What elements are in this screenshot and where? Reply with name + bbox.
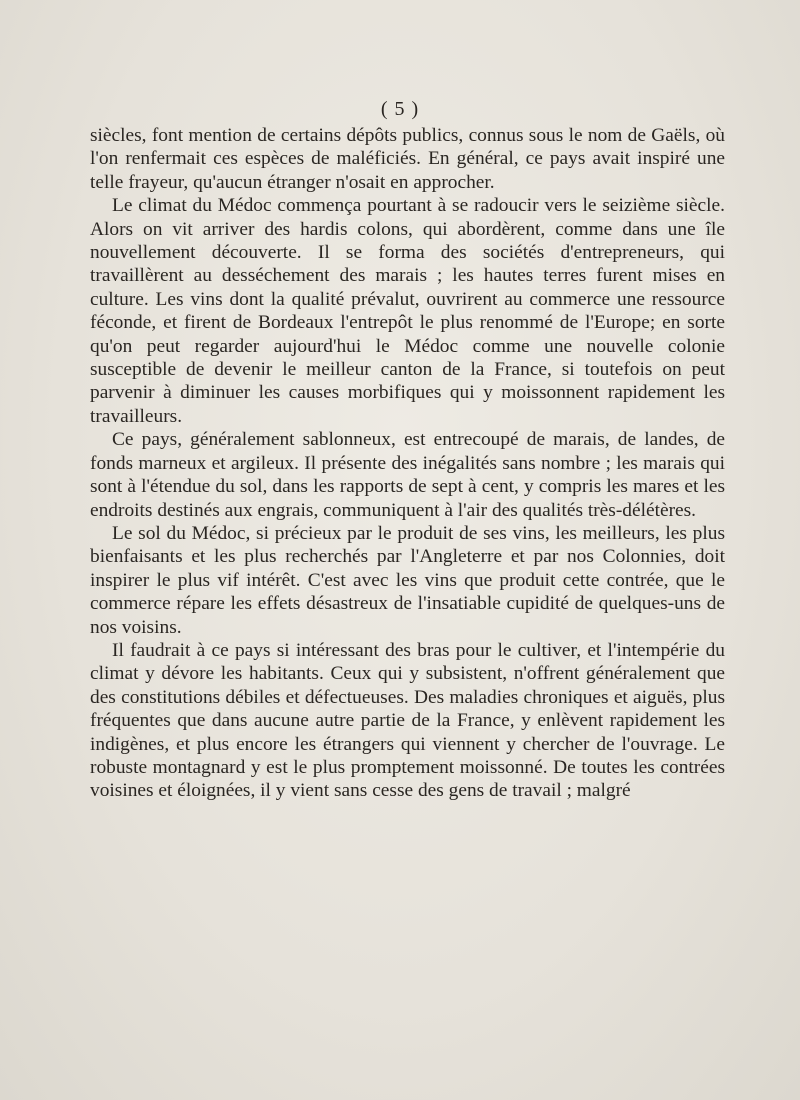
paragraph-2: Le climat du Médoc commença pourtant à se radoucir vers le seizième siècle. Alors on vit arriver des hardis colons, qui abordèrent, comme dans une île nouvellement découverte. Il se forma des sociétés d'entrepreneurs, qui travaillèrent au desséchement des marais ; les hautes terres furent mises en culture. Les vins dont la qualité prévalut, ouvrirent au commerce une ressource féconde, et firent de Bordeaux l'entrepôt le plus renommé de l'Europe; en sorte qu'on peut regarder aujourd'hui le Médoc comme une nouvelle colonie susceptible de devenir le meilleur canton de la France, si toutefois on peut parvenir à diminuer les causes morbifiques qui y moissonnent rapidement les travailleurs. xyxy=(90,195,725,427)
paragraph-3: Ce pays, généralement sablonneux, est entrecoupé de marais, de landes, de fonds marneux et argileux. Il présente des inégalités sans nombre ; les marais qui sont à l'étendue du sol, dans les rapports de sept à cent, y compris les mares et les endroits destinés aux engrais, communiquent à l'air des qualités très-délétères. xyxy=(90,429,725,521)
page-number: ( 5 ) xyxy=(380,98,420,120)
body-text xyxy=(90,124,725,803)
paragraph-4: Le sol du Médoc, si précieux par le produit de ses vins, les meilleurs, les plus bienfaisants et les plus recherchés par l'Angleterre et par nos Colonnies, doit inspirer le plus vif intérêt. C'est avec les vins que produit cette contrée, que le commerce répare les effets désastreux de l'insatiable cupidité de quelques-uns de nos voisins. xyxy=(90,522,725,638)
paragraph-1: siècles, font mention de certains dépôts publics, connus sous le nom de Gaëls, où l'on renfermait ces espèces de maléficiés. En général, ce pays avait inspiré une telle frayeur, qu'aucun étranger n'osait en approcher. xyxy=(90,125,725,193)
paragraph-5: Il faudrait à ce pays si intéressant des bras pour le cultiver, et l'intempérie du climat y dévore les habitants. Ceux qui y subsistent, n'offrent généralement que des constitutions débiles et défectueuses. Des maladies chroniques et aiguës, plus fréquentes que dans aucune autre partie de la France, y enlèvent rapidement les indigènes, et plus encore les étrangers qui viennent y chercher de l'ouvrage. Le robuste montagnard y est le plus promptement moissonné. De toutes les contrées voisines et éloignées, il y vient sans cesse des gens de travail ; malgré xyxy=(90,639,725,802)
